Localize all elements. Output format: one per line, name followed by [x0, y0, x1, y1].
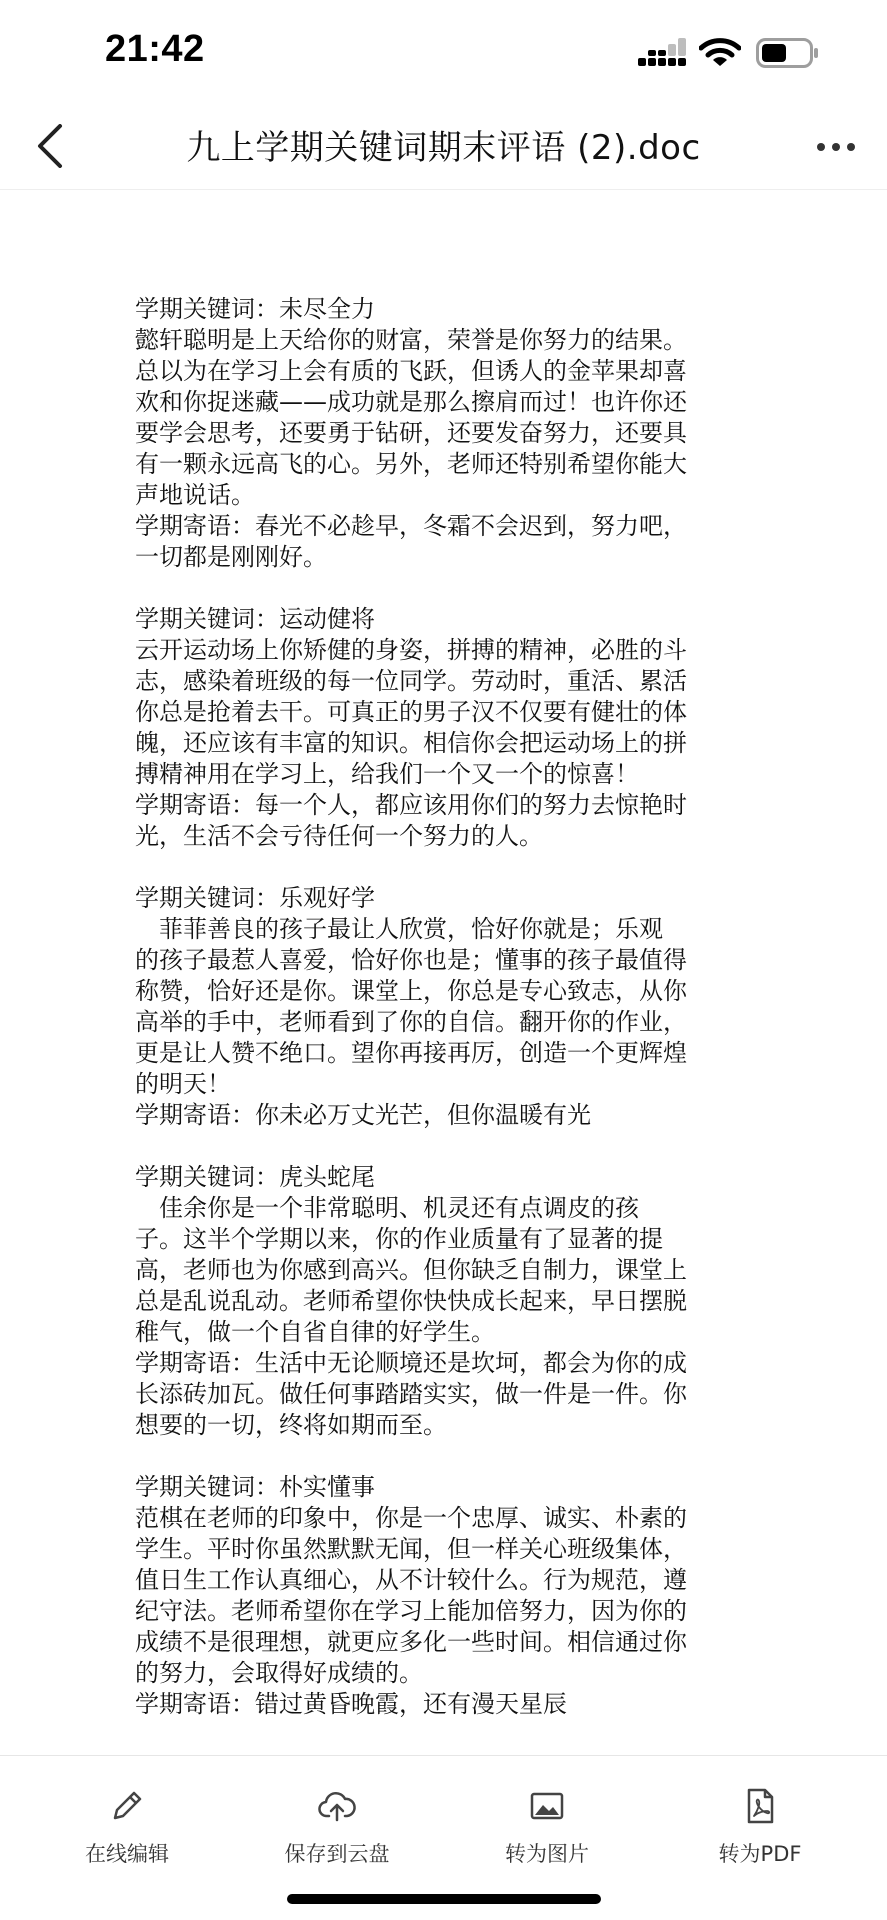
- status-bar: [0, 0, 887, 100]
- entry-text-line: 学期寄语：每一个人，都应该用你们的努力去惊艳时: [135, 791, 687, 819]
- online-edit-label: 在线编辑: [85, 1842, 169, 1866]
- entry-keyword-heading: 学期关键词：虎头蛇尾: [135, 1163, 375, 1191]
- cloud-upload-icon: [317, 1786, 357, 1826]
- comment-entry: [135, 883, 755, 1131]
- document-body: [135, 294, 755, 1751]
- save-to-cloud-label: 保存到云盘: [284, 1842, 390, 1866]
- entry-keyword-heading: 学期关键词：运动健将: [135, 605, 375, 633]
- document-viewer[interactable]: [0, 190, 887, 1755]
- entry-text-line: 一切都是刚刚好。: [135, 543, 327, 571]
- chevron-left-icon: [36, 124, 64, 168]
- entry-text-line: 的努力，会取得好成绩的。: [135, 1659, 423, 1687]
- entry-keyword-heading: 学期关键词：朴实懂事: [135, 1473, 375, 1501]
- more-dots-icon: [816, 142, 856, 152]
- cellular-signal-icon: [638, 38, 686, 68]
- online-edit-button[interactable]: [27, 1756, 227, 1876]
- more-button[interactable]: [808, 122, 864, 172]
- entry-text-line: 你总是抢着去干。可真正的男子汉不仅要有健壮的体: [135, 698, 687, 726]
- convert-to-pdf-button[interactable]: [660, 1756, 860, 1876]
- status-time: 21:42: [105, 28, 205, 70]
- entry-text-line: 称赞，恰好还是你。课堂上，你总是专心致志，从你: [135, 977, 687, 1005]
- entry-keyword-heading: 学期关键词：乐观好学: [135, 884, 375, 912]
- entry-text-line: 长添砖加瓦。做任何事踏踏实实，做一件是一件。你: [135, 1380, 687, 1408]
- comment-entry: [135, 604, 755, 852]
- entry-text-line: 佳余你是一个非常聪明、机灵还有点调皮的孩: [135, 1194, 639, 1222]
- entry-text-line: 搏精神用在学习上，给我们一个又一个的惊喜！: [135, 760, 639, 788]
- entry-text-line: 的孩子最惹人喜爱，恰好你也是；懂事的孩子最值得: [135, 946, 687, 974]
- entry-text-line: 学期寄语：生活中无论顺境还是坎坷，都会为你的成: [135, 1349, 687, 1377]
- entry-text-line: 学生。平时你虽然默默无闻，但一样关心班级集体，: [135, 1535, 687, 1563]
- entry-text-line: 高举的手中，老师看到了你的自信。翻开你的作业，: [135, 1008, 687, 1036]
- convert-to-image-label: 转为图片: [505, 1842, 589, 1866]
- pencil-icon: [107, 1786, 147, 1826]
- entry-text-line: 更是让人赞不绝口。望你再接再厉，创造一个更辉煌: [135, 1039, 687, 1067]
- entry-text-line: 稚气，做一个自省自律的好学生。: [135, 1318, 495, 1346]
- nav-bar: [0, 100, 887, 190]
- comment-entry: [135, 1162, 755, 1441]
- entry-text-line: 值日生工作认真细心，从不计较什么。行为规范，遵: [135, 1566, 687, 1594]
- entry-text-line: 欢和你捉迷藏——成功就是那么擦肩而过！也许你还: [135, 388, 687, 416]
- battery-icon: [756, 38, 820, 68]
- convert-to-image-button[interactable]: [447, 1756, 647, 1876]
- save-to-cloud-button[interactable]: [237, 1756, 437, 1876]
- wifi-icon: [699, 36, 741, 68]
- entry-text-line: 想要的一切，终将如期而至。: [135, 1411, 447, 1439]
- comment-entry: [135, 294, 755, 573]
- entry-text-line: 学期寄语：错过黄昏晚霞，还有漫天星辰: [135, 1690, 567, 1718]
- entry-text-line: 云开运动场上你矫健的身姿，拼搏的精神，必胜的斗: [135, 636, 687, 664]
- convert-to-pdf-label: 转为PDF: [718, 1842, 802, 1866]
- entry-text-line: 志，感染着班级的每一位同学。劳动时，重活、累活: [135, 667, 687, 695]
- entry-text-line: 总是乱说乱动。老师希望你快快成长起来，早日摆脱: [135, 1287, 687, 1315]
- back-button[interactable]: [22, 118, 78, 174]
- pdf-file-icon: [740, 1786, 780, 1826]
- comment-entry: [135, 1472, 755, 1720]
- entry-text-line: 学期寄语：你未必万丈光芒，但你温暖有光: [135, 1101, 591, 1129]
- entry-text-line: 的明天！: [135, 1070, 231, 1098]
- entry-text-line: 学期寄语：春光不必趁早，冬霜不会迟到，努力吧，: [135, 512, 687, 540]
- entry-text-line: 子。这半个学期以来，你的作业质量有了显著的提: [135, 1225, 663, 1253]
- entry-text-line: 成绩不是很理想，就更应多化一些时间。相信通过你: [135, 1628, 687, 1656]
- entry-text-line: 懿轩聪明是上天给你的财富，荣誉是你努力的结果。: [135, 326, 687, 354]
- entry-text-line: 光，生活不会亏待任何一个努力的人。: [135, 822, 543, 850]
- entry-text-line: 总以为在学习上会有质的飞跃，但诱人的金苹果却喜: [135, 357, 687, 385]
- entry-text-line: 声地说话。: [135, 481, 255, 509]
- entry-text-line: 纪守法。老师希望你在学习上能加倍努力，因为你的: [135, 1597, 687, 1625]
- entry-text-line: 要学会思考，还要勇于钻研，还要发奋努力，还要具: [135, 419, 687, 447]
- entry-text-line: 有一颗永远高飞的心。另外，老师还特别希望你能大: [135, 450, 687, 478]
- entry-text-line: 魄，还应该有丰富的知识。相信你会把运动场上的拼: [135, 729, 687, 757]
- image-icon: [527, 1786, 567, 1826]
- entry-text-line: 菲菲善良的孩子最让人欣赏，恰好你就是；乐观: [135, 915, 663, 943]
- entry-text-line: 范棋在老师的印象中，你是一个忠厚、诚实、朴素的: [135, 1504, 687, 1532]
- document-title: 九上学期关键词期末评语 (2).doc: [186, 128, 701, 168]
- home-indicator: [287, 1894, 601, 1904]
- entry-text-line: 高，老师也为你感到高兴。但你缺乏自制力，课堂上: [135, 1256, 687, 1284]
- entry-keyword-heading: 学期关键词：未尽全力: [135, 295, 375, 323]
